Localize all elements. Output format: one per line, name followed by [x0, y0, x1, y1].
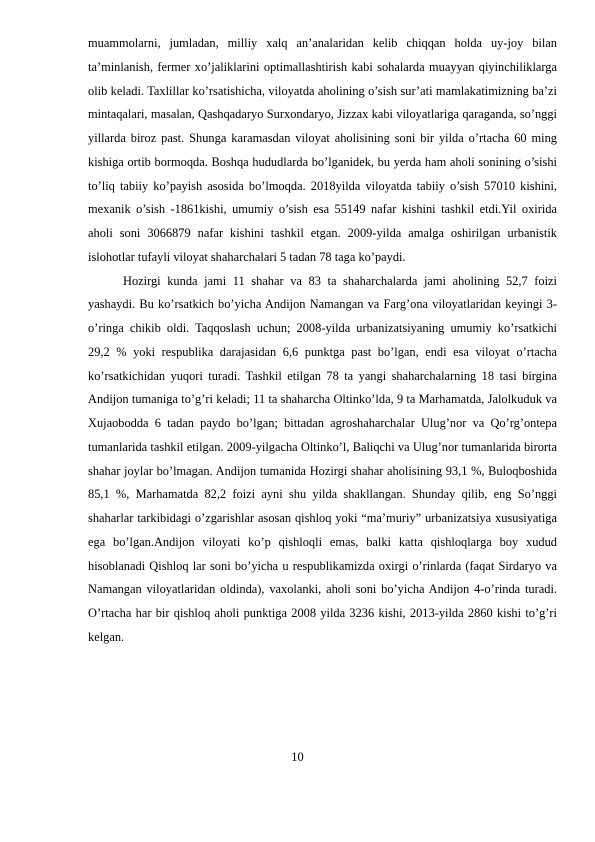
paragraph-1: muammolarni, jumladan, milliy xalq an’analaridan kelib chiqqan holda uy-joy bilan ta’minlanish, fermer xo’jaliklarini optimallashtirish kabi sohalarda muayyan qiyinchiliklarga olib keladi. Taxlillar ko’rsatishicha, viloyatda aholining o’sish sur’ati mamlakatimizning ba’zi mintaqalari, masalan, Qashqadaryo Surxondaryo, Jizzax kabi viloyatlariga qaraganda, so’nggi yillarda biroz past. Shunga karamasdan viloyat aholisining soni bir yilda o’rtacha 60 ming kishiga ortib bormoqda. Boshqa hududlarda bo’lganidek, bu yerda ham aholi sonining o’sishi to’liq tabiiy ko’payish asosida bo’lmoqda. 2018yilda viloyatda tabiiy o’sish 57010 kishini, mexanik o’sish -1861kishi, umumiy o’sish esa 55149 nafar kishini tashkil etdi.Yil oxirida aholi soni 3066879 nafar kishini tashkil etgan. 2009-yilda amalga oshirilgan urbanistik islohotlar tufayli viloyat shaharchalari 5 tadan 78 taga ko’paydi. [88, 36, 557, 264]
page-number: 10 [291, 750, 304, 764]
document-body [88, 32, 557, 650]
paragraph-2: Hozirgi kunda jami 11 shahar va 83 ta shaharchalarda jami aholining 52,7 foizi yashaydi. Bu ko’rsatkich bo’yicha Andijon Namangan va Farg’ona viloyatlaridan keyingi 3-o’ringa chikib oldi. Taqqoslash uchun; 2008-yilda urbanizatsiyaning umumiy ko’rsatkichi 29,2 % yoki respublika darajasidan 6,6 punktga past bo’lgan, endi esa viloyat o’rtacha ko’rsatkichidan yuqori turadi. Tashkil etilgan 78 ta yangi shaharchalarning 18 tasi birgina Andijon tumaniga to’g’ri keladi; 11 ta shaharcha Oltinko’lda, 9 ta Marhamatda, Jalolkuduk va Xujaobodda 6 tadan paydo bo’lgan; bittadan agroshaharchalar Ulug’nor va Qo’rg’ontepa tumanlarida tashkil etilgan. 2009-yilgacha Oltinko’l, Baliqchi va Ulug’nor tumanlarida birorta shahar joylar bo’lmagan. Andijon tumanida Hozirgi shahar aholisining 93,1 %, Buloqboshida 85,1 %, Marhamatda 82,2 foizi ayni shu yilda shakllangan. Shunday qilib, eng So’nggi shaharlar tarkibidagi o’zgarishlar asosan qishloq yoki “ma’muriy” urbanizatsiya xususiyatiga ega bo’lgan.Andijon viloyati ko’p qishloqli emas, balki katta qishloqlarga boy xudud hisoblanadi Qishloq lar soni bo’yicha u respublikamizda oxirgi o’rinlarda (faqat Sirdaryo va Namangan viloyatlaridan oldinda), vaxolanki, aholi soni bo’yicha Andijon 4-o’rinda turadi. O’rtacha har bir qishloq aholi punktiga 2008 yilda 3236 kishi, 2013-yilda 2860 kishi to’g’ri kelgan. [88, 273, 557, 644]
